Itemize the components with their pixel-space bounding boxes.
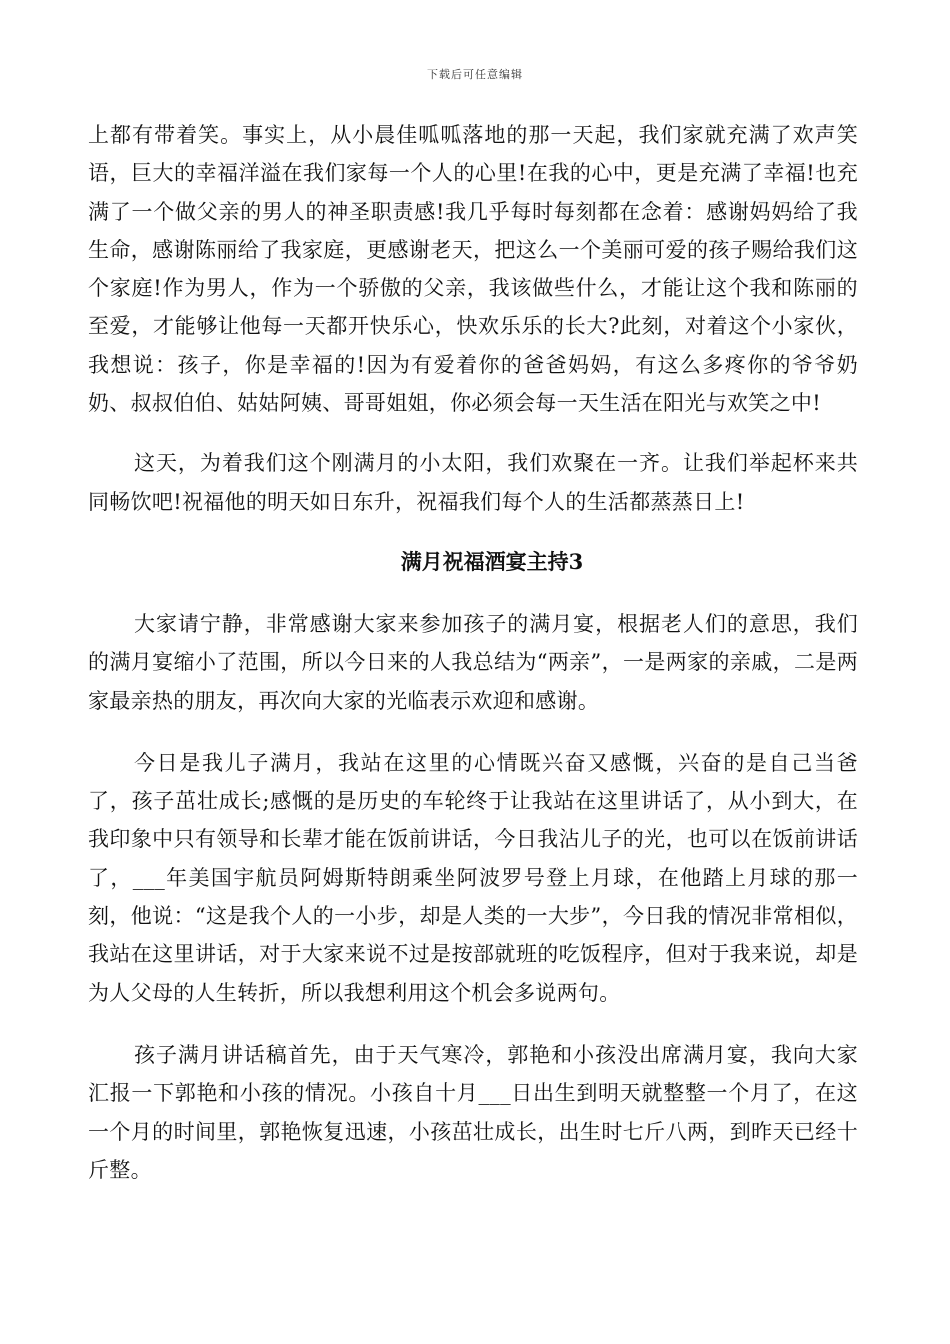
paragraph-report: 孩子满月讲话稿首先，由于天气寒冷，郭艳和小孩没出席满月宴，我向大家汇报一下郭艳和小孩的情况。小孩自十月___日出生到明天就整整一个月了，在这一个月的时间里，郭艳恢复迅速，小孩茁壮成长，出生时七斤八两，到昨天已经十斤整。 [88,1042,858,1182]
page-header-note: 下载后可任意编辑 [427,68,523,81]
document-body [88,116,858,1189]
paragraph-toast: 这天，为着我们这个刚满月的小太阳，我们欢聚在一齐。让我们举起杯来共同畅饮吧!祝福他的明天如日东升，祝福我们每个人的生活都蒸蒸日上! [88,451,858,514]
paragraph-feelings: 今日是我儿子满月，我站在这里的心情既兴奋又感慨，兴奋的是自己当爸了，孩子茁壮成长;感慨的是历史的车轮终于让我站在这里讲话了，从小到大，在我印象中只有领导和长辈才能在饭前讲话，今日我沾儿子的光，也可以在饭前讲话了，___年美国宇航员阿姆斯特朗乘坐阿波罗号登上月球，在他踏上月球的那一刻，他说：“这是我个人的一小步，却是人类的一大步”，今日我的情况非常相似，我站在这里讲话，对于大家来说不过是按部就班的吃饭程序，但对于我来说，却是为人父母的人生转折，所以我想利用这个机会多说两句。 [88,750,858,1005]
section-heading: 满月祝福酒宴主持3 [400,548,584,574]
paragraph-welcome: 大家请宁静，非常感谢大家来参加孩子的满月宴，根据老人们的意思，我们的满月宴缩小了范围，所以今日来的人我总结为“两亲”，一是两家的亲戚，二是两家最亲热的朋友，再次向大家的光临表示欢迎和感谢。 [88,611,858,713]
paragraph-continued: 上都有带着笑。事实上，从小晨佳呱呱落地的那一天起，我们家就充满了欢声笑语，巨大的幸福洋溢在我们家每一个人的心里!在我的心中，更是充满了幸福!也充满了一个做父亲的男人的神圣职责感!我几乎每时每刻都在念着：感谢妈妈给了我生命，感谢陈丽给了我家庭，更感谢老天，把这么一个美丽可爱的孩子赐给我们这个家庭!作为男人，作为一个骄傲的父亲，我该做些什么，才能让这个我和陈丽的至爱，才能够让他每一天都开快乐心，快欢乐乐的长大?此刻，对着这个小家伙，我想说：孩子，你是幸福的!因为有爱着你的爸爸妈妈，有这么多疼你的爷爷奶奶、叔叔伯伯、姑姑阿姨、哥哥姐姐，你必须会每一天生活在阳光与欢笑之中! [88,123,858,416]
